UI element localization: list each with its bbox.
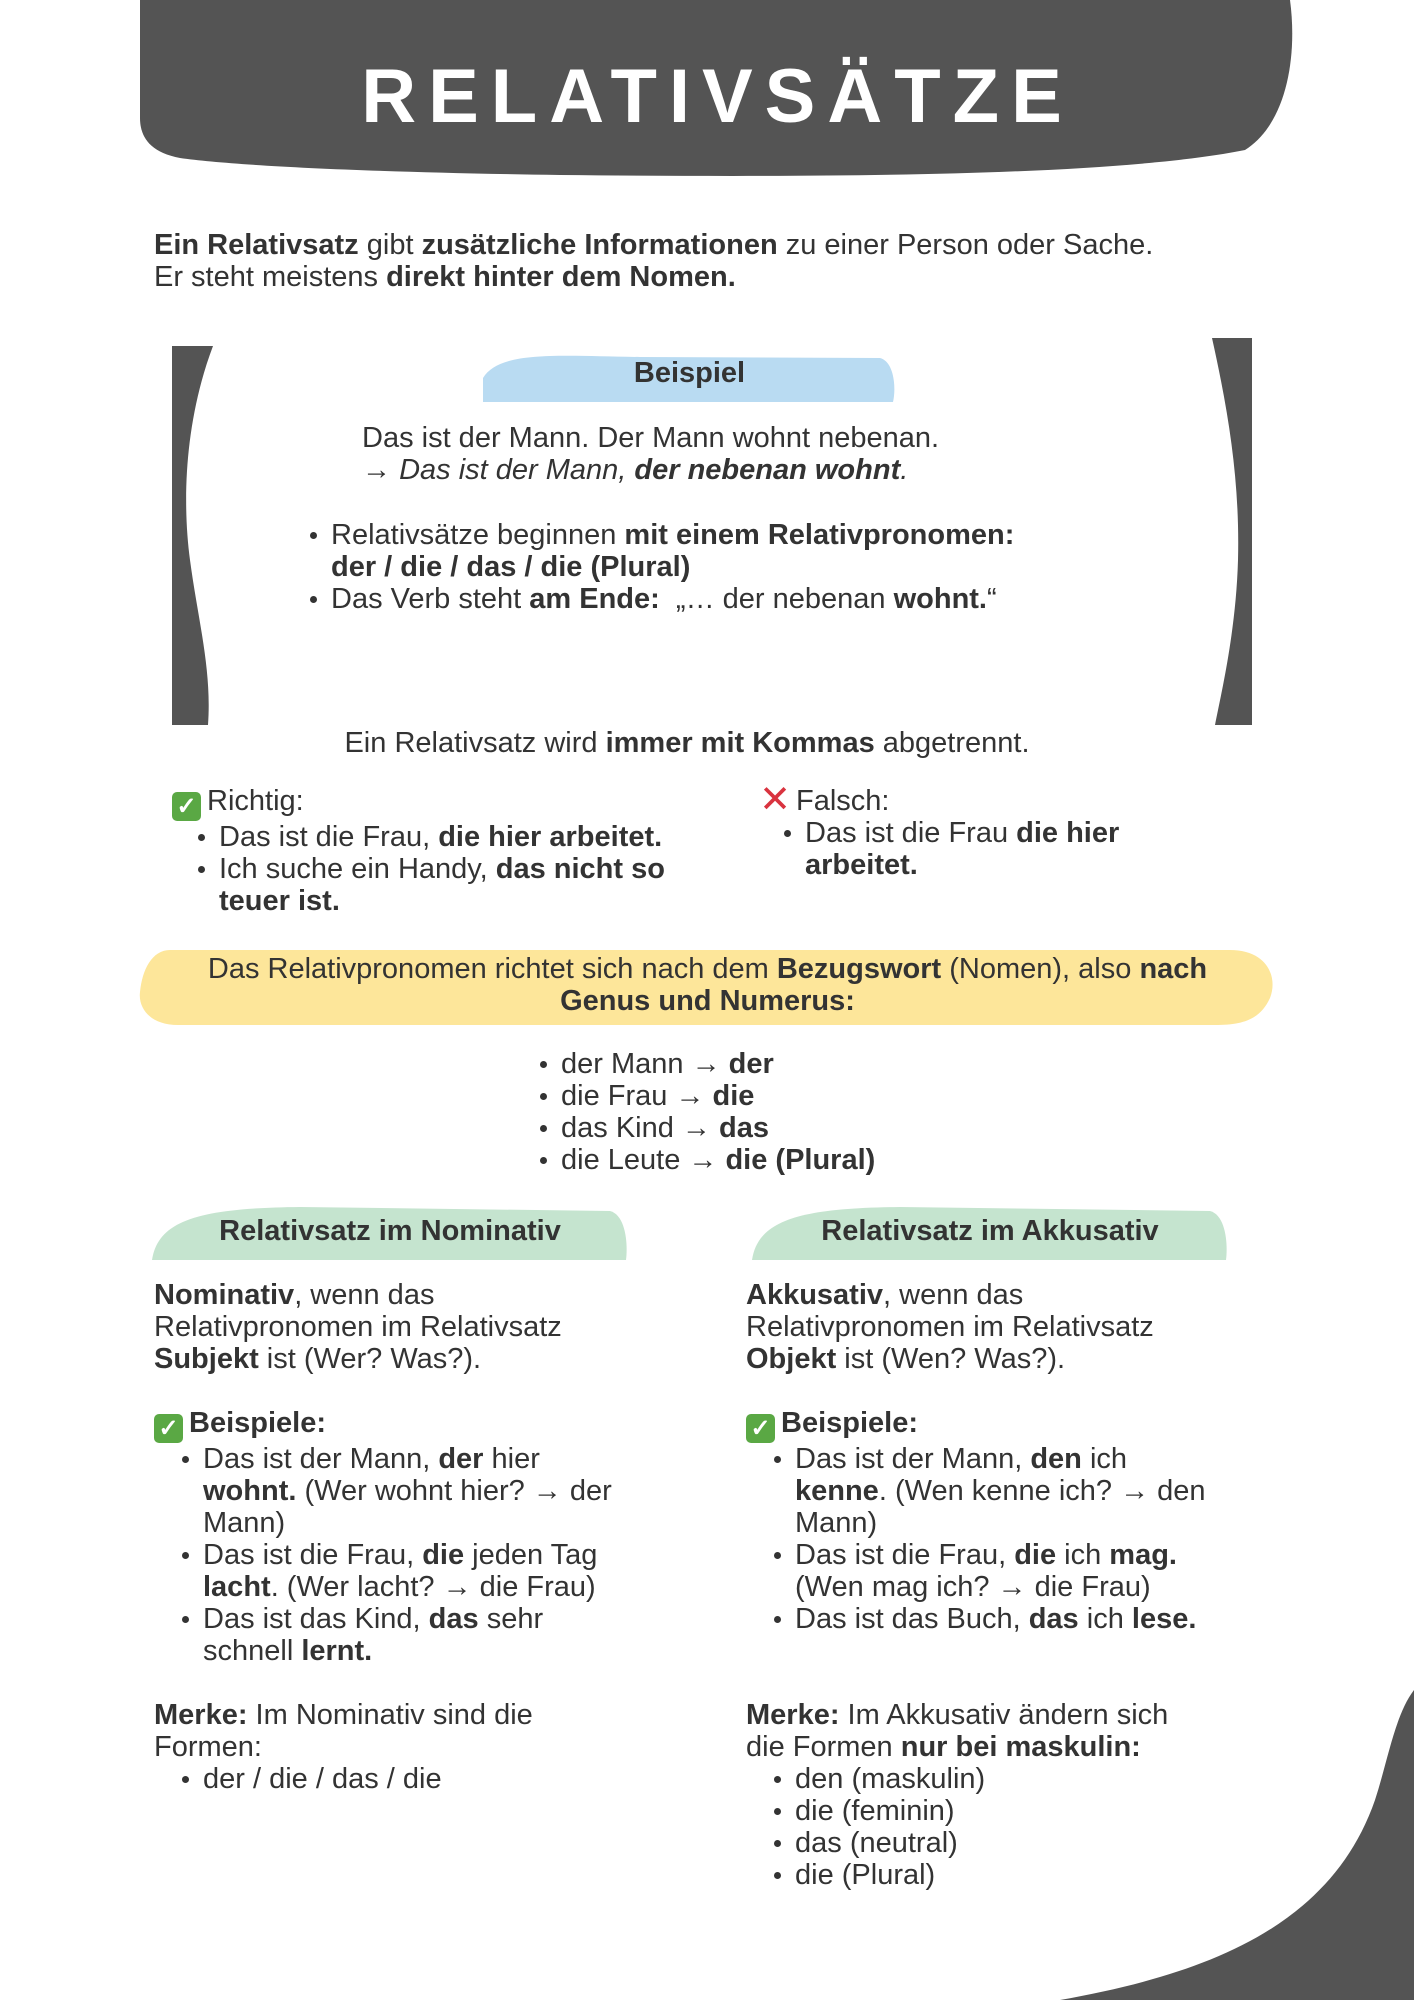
page-title: RELATIVSÄTZE bbox=[361, 54, 1074, 139]
list-item: die Frau → die bbox=[532, 1080, 952, 1112]
akkusativ-intro: Akkusativ, wenn das Relativpronomen im Relativsatz Objekt ist (Wen? Was?). bbox=[746, 1279, 1154, 1375]
genus-list bbox=[532, 1048, 952, 1176]
nominativ-merke: Merke: Im Nominativ sind die Formen: bbox=[154, 1699, 533, 1763]
nominativ-forms bbox=[174, 1763, 674, 1795]
falsch-block bbox=[758, 779, 1218, 881]
right-bracket bbox=[1212, 338, 1252, 725]
list-item: Das ist der Mann, den ich kenne. (Wen kenne ich? → den Mann) bbox=[766, 1443, 1286, 1539]
beispiel-sentence-2: → Das ist der Mann, der nebenan wohnt. bbox=[362, 454, 909, 486]
akkusativ-examples bbox=[766, 1443, 1286, 1635]
richtig-list bbox=[190, 821, 732, 917]
beispiel-sentence-1: Das ist der Mann. Der Mann wohnt nebenan. bbox=[362, 422, 940, 454]
list-item: der Mann → der bbox=[532, 1048, 952, 1080]
check-mark-icon: ✓ bbox=[154, 1414, 183, 1443]
falsch-list bbox=[776, 817, 1218, 881]
list-item: die (Plural) bbox=[766, 1859, 1286, 1891]
list-item: Ich suche ein Handy, das nicht so teuer ist. bbox=[190, 853, 732, 917]
list-item: Das ist das Kind, das sehr schnell lernt. bbox=[174, 1603, 674, 1667]
nominativ-examples-label: ✓ Beispiele: bbox=[154, 1407, 674, 1443]
akkusativ-column bbox=[746, 1279, 1286, 1891]
intro-term: Ein Relativsatz bbox=[154, 229, 359, 261]
list-item: Das ist das Buch, das ich lese. bbox=[766, 1603, 1286, 1635]
list-item: den (maskulin) bbox=[766, 1763, 1286, 1795]
beispiel-bullets bbox=[302, 519, 1122, 615]
check-mark-icon: ✓ bbox=[746, 1414, 775, 1443]
akkusativ-examples-label: ✓ Beispiele: bbox=[746, 1407, 1286, 1443]
list-item: Das ist die Frau die hier arbeitet. bbox=[776, 817, 1218, 881]
left-bracket bbox=[172, 346, 213, 725]
cross-mark-icon: ✕ bbox=[759, 779, 791, 821]
list-item: Das Verb steht am Ende: „… der nebenan wohnt.“ bbox=[302, 583, 1122, 615]
nominativ-column bbox=[154, 1279, 674, 1795]
intro-paragraph bbox=[154, 229, 1274, 293]
list-item: Das ist die Frau, die hier arbeitet. bbox=[190, 821, 732, 853]
richtig-block bbox=[172, 785, 732, 917]
check-mark-icon: ✓ bbox=[172, 792, 201, 821]
nominativ-intro: Nominativ, wenn das Relativpronomen im Relativsatz Subjekt ist (Wer? Was?). bbox=[154, 1279, 562, 1375]
list-item: Das ist die Frau, die ich mag. (Wen mag ich? → die Frau) bbox=[766, 1539, 1286, 1603]
list-item: Das ist die Frau, die jeden Tag lacht. (Wer lacht? → die Frau) bbox=[174, 1539, 674, 1603]
list-item: das Kind → das bbox=[532, 1112, 952, 1144]
akkusativ-merke: Merke: Im Akkusativ ändern sich die Formen nur bei maskulin: bbox=[746, 1699, 1169, 1763]
nominativ-heading: Relativsatz im Nominativ bbox=[219, 1215, 561, 1247]
nominativ-examples bbox=[174, 1443, 674, 1667]
beispiel-label: Beispiel bbox=[633, 357, 746, 389]
genus-rule: Das Relativpronomen richtet sich nach dem Bezugswort (Nomen), also nach Genus und Numerus: bbox=[207, 953, 1208, 1017]
list-item: Das ist der Mann, der hier wohnt. (Wer wohnt hier? → der Mann) bbox=[174, 1443, 674, 1539]
intro-line-1: Ein Relativsatz gibt zusätzliche Informationen zu einer Person oder Sache. bbox=[154, 229, 1154, 261]
list-item: Relativsätze beginnen mit einem Relativpronomen: der / die / das / die (Plural) bbox=[302, 519, 1122, 583]
richtig-label: ✓ Richtig: bbox=[172, 785, 732, 821]
intro-line-2: Er steht meistens direkt hinter dem Nomen. bbox=[154, 261, 736, 293]
list-item: die (feminin) bbox=[766, 1795, 1286, 1827]
list-item: das (neutral) bbox=[766, 1827, 1286, 1859]
kommas-rule: Ein Relativsatz wird immer mit Kommas abgetrennt. bbox=[344, 727, 1030, 759]
akkusativ-forms bbox=[766, 1763, 1286, 1891]
falsch-label: ✕ Falsch: bbox=[759, 779, 890, 821]
list-item: der / die / das / die bbox=[174, 1763, 674, 1795]
akkusativ-heading: Relativsatz im Akkusativ bbox=[821, 1215, 1159, 1247]
list-item: die Leute → die (Plural) bbox=[532, 1144, 952, 1176]
